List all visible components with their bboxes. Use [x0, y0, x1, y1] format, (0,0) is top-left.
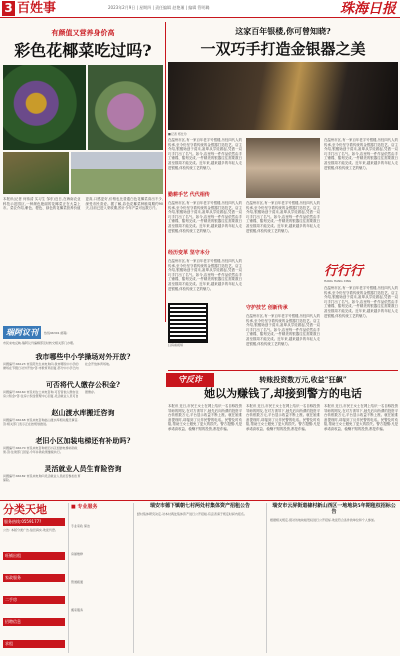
center-byline: ■记者 郑仕玲 — [168, 132, 187, 136]
qa-question: 老旧小区加装电梯还有补助吗? — [35, 436, 131, 445]
ad-column-item: 管道疏通 — [71, 580, 84, 584]
masthead — [0, 0, 400, 18]
craft-photo — [246, 138, 320, 198]
bottom-divider — [0, 500, 400, 501]
center-headline: 一双巧手打造金银器之美 — [200, 40, 366, 58]
qa-section — [3, 326, 163, 498]
ad-column-item: 专业家政 保洁 — [71, 524, 90, 528]
qa-banner: 瑞阿议刊 — [3, 326, 41, 339]
qa-question: 我市哪些中小学操场对外开放? — [35, 352, 131, 361]
notice-2 — [266, 503, 398, 653]
fraud-headline: 她以为赚钱了,却接到警方的电话 — [204, 387, 362, 400]
ad-column-item: 房屋维修 — [71, 552, 84, 556]
center-body-col1c: 在温州市区,有一家百年老字号银楼,历经四代人的传承,至今仍坚守着传统的金银器打造技艺。店主介绍,银楼始创于清末,祖辈从学徒做起,凭借一双巧手打出了名气。如今,店里每一件作品依然由手工锤揲、錾刻完成,一件精美的银器往往需要数日甚至数周才能完成。近年来,越来越多的年轻人走进银楼,体验传统工艺的魅力。 — [168, 259, 242, 291]
qr-code[interactable] — [168, 303, 208, 343]
editor-2: 编辑 管明璐 — [188, 5, 210, 10]
qa-answer: 问题编号:66182 市民来电询问灵活就业人员能否参加生育保险。 — [3, 474, 81, 482]
photo-colored-cauliflower — [3, 65, 86, 150]
center-body-col2b: 在温州市区,有一家百年老字号银楼,历经四代人的传承,至今仍坚守着传统的金银器打造技艺。店主介绍,银楼始创于清末,祖辈从学徒做起,凭借一双巧手打出了名气。如今,店里每一件作品依然由手工锤揲、錾刻完成,一件精美的银器往往需要数日甚至数周才能完成。近年来,越来越多的年轻人走进银楼,体验传统工艺的魅力。 — [246, 314, 320, 346]
classified-notice: 公告: 本版分类广告,信息真实,欢迎刊登。 — [3, 528, 58, 532]
classified-title: 分类天地 — [3, 503, 47, 516]
photo-farmer — [3, 152, 69, 194]
fraud-body-1: 本报讯 近日,市民王女士在网上结识一名自称投资导师的网友,在对方诱导下,她先后向所谓的投资平台转账数万元,平台显示收益不断上涨。就在她准备提现时,却接到了反诈民警的电话。民警及时劝阻,帮助王女士避免了更大的损失。警方提醒:凡是承诺高收益、稳赚不赔的投资,都是诈骗。 — [168, 404, 242, 431]
qa-item-3 — [3, 436, 163, 462]
qa-answer: 问题编号:66170 市民来电咨询老旧小区加装电梯补助政策,答:住建部门回复,今年补助政策继续执行。 — [3, 446, 78, 454]
jewelry-photo — [168, 62, 398, 130]
qa-item-0 — [3, 352, 163, 378]
left-kicker: 有颜值又营养身价高 — [51, 29, 115, 37]
notice-1-body: 经村集体研究决定,对本村两处集体资产进行公开招租,有意者请于规定时间内报名。 — [137, 512, 247, 516]
classified-list — [3, 552, 65, 648]
issue-weekday: 星期四 — [139, 5, 152, 10]
photo-harvest — [71, 152, 163, 194]
notice-1 — [133, 503, 263, 653]
subhead-2: 经历变革 坚守本分 — [168, 250, 210, 256]
qa-answer: 问题编号:66160 市民刘女士来电咨询,可否替他人缴存住房公积金?答:住房公积金管理中心回复,灵活就业人员可自愿缴存。 — [3, 390, 98, 398]
issue-info: 2023年2月9日 | 星期四 | 责任编辑 赵艳瑾 | 编辑 管明璐 — [108, 5, 210, 10]
qa-item-1 — [3, 380, 163, 406]
center-story — [168, 22, 398, 367]
fraud-kicker: 转账投资数万元,收益“狂飙” — [259, 375, 347, 384]
fanzha-badge: 守反诈 — [166, 373, 214, 387]
section-title: 百姓事 — [17, 1, 57, 16]
ad-column — [68, 503, 130, 653]
qa-hotline: 热线96301 邮箱: — [44, 330, 68, 335]
editor-1: 责任编辑 赵艳瑾 — [155, 5, 185, 10]
photo-strip — [3, 152, 163, 194]
qa-answer: 问题编号:66123 市民陈先生来电询问,我市哪些中小学的操场在节假日对外开放?答:市教育局回复,部分中小学已向社会开放体育场地。 — [3, 362, 113, 370]
left-story — [3, 22, 163, 322]
center-body-col2: 在温州市区,有一家百年老字号银楼,历经四代人的传承,至今仍坚守着传统的金银器打造技艺。店主介绍,银楼始创于清末,祖辈从学徒做起,凭借一双巧手打出了名气。如今,店里每一件作品依然由手工锤揲、錾刻完成,一件精美的银器往往需要数日甚至数周才能完成。近年来,越来越多的年轻人走进银楼,体验传统工艺的魅力。 — [246, 201, 320, 233]
center-kicker: 这家百年银楼,你可曾知晓? — [235, 26, 331, 36]
fraud-body-3: 本报讯 近日,市民王女士在网上结识一名自称投资导师的网友,在对方诱导下,她先后向所谓的投资平台转账数万元,平台显示收益不断上涨。就在她准备提现时,却接到了反诈民警的电话。民警及时劝阻,帮助王女士避免了更大的损失。警方提醒:凡是承诺高收益、稳赚不赔的投资,都是诈骗。 — [324, 404, 398, 431]
photo-purple-cauliflower — [88, 65, 163, 150]
center-body-col3: 在温州市区,有一家百年老字号银楼,历经四代人的传承,至今仍坚守着传统的金银器打造技艺。店主介绍,银楼始创于清末,祖辈从学徒做起,凭借一双巧手打出了名气。如今,店里每一件作品依然由手工锤揲、錾刻完成,一件精美的银器往往需要数日甚至数周才能完成。近年来,越来越多的年轻人走进银楼,体验传统工艺的魅力。 — [324, 138, 398, 170]
vegetable-photo — [3, 65, 163, 150]
left-divider — [165, 22, 166, 322]
notice-1-title: 瑞安市德下镇朝七村两处村集体资产招租公告 — [149, 503, 250, 509]
ad-column-item: 搬家服务 — [71, 608, 84, 612]
classified-item: 二手房 — [3, 596, 65, 604]
fraud-story — [168, 370, 398, 498]
classified-section — [3, 503, 65, 653]
notice-2-title: 瑞安市云屏街道棣村新山西区一地地块5年期租权招标公告 — [272, 503, 396, 515]
classified-item: 旺铺出租 — [3, 552, 65, 560]
qr-caption: 扫码看视频 — [168, 343, 184, 347]
qa-item-2 — [3, 408, 163, 434]
issue-date: 2023年2月9日 — [108, 5, 136, 10]
qa-note: 市民来电反映,瑞阿议刊编辑部及时转交相关部门办理。 — [3, 341, 76, 345]
hanghang-sub: HANG HANG XING — [324, 279, 352, 283]
qa-item-4 — [3, 464, 163, 486]
page-number: 3 — [2, 1, 15, 16]
center-body-col1b: 在温州市区,有一家百年老字号银楼,历经四代人的传承,至今仍坚守着传统的金银器打造技艺。店主介绍,银楼始创于清末,祖辈从学徒做起,凭借一双巧手打出了名气。如今,店里每一件作品依然由手工锤揲、錾刻完成,一件精美的银器往往需要数日甚至数周才能完成。近年来,越来越多的年轻人走进银楼,体验传统工艺的魅力。 — [168, 201, 242, 233]
center-body-col1: 在温州市区,有一家百年老字号银楼,历经四代人的传承,至今仍坚守着传统的金银器打造技艺。店主介绍,银楼始创于清末,祖辈从学徒做起,凭借一双巧手打出了名气。如今,店里每一件作品依然由手工锤揲、錾刻完成,一件精美的银器往往需要数日甚至数周才能完成。近年来,越来越多的年轻人走进银楼,体验传统工艺的魅力。 — [168, 138, 242, 170]
classified-item: 求租 — [3, 640, 65, 648]
classified-hotline: 服务热线:0559177? — [3, 518, 65, 526]
qa-question: 赵山渡水库搬迁咨询 — [51, 408, 115, 417]
subhead-3: 守护技艺 创新传承 — [246, 305, 288, 311]
left-headline: 彩色花椰菜吃过吗? — [14, 41, 152, 60]
hanghang-logo: 行行行 — [324, 264, 364, 279]
qa-question: 可否将代人缴存公积金? — [45, 380, 121, 389]
fraud-body-2: 本报讯 近日,市民王女士在网上结识一名自称投资导师的网友,在对方诱导下,她先后向所谓的投资平台转账数万元,平台显示收益不断上涨。就在她准备提现时,却接到了反诈民警的电话。民警及时劝阻,帮助王女士避免了更大的损失。警方提醒:凡是承诺高收益、稳赚不赔的投资,都是诈骗。 — [246, 404, 320, 431]
classified-item: 家政服务 — [3, 574, 65, 582]
center-body-col3b: 在温州市区,有一家百年老字号银楼,历经四代人的传承,至今仍坚守着传统的金银器打造技艺。店主介绍,银楼始创于清末,祖辈从学徒做起,凭借一双巧手打出了名气。如今,店里每一件作品依然由手工锤揲、錾刻完成,一件精美的银器往往需要数日甚至数周才能完成。近年来,越来越多的年轻人走进银楼,体验传统工艺的魅力。 — [324, 286, 398, 318]
qa-answer: 问题编号:66168 市民来电咨询赵山渡水库相关搬迁事宜,答:相关部门表示正在按规划推进。 — [3, 418, 79, 426]
paper-name: 珠海日报 — [340, 1, 396, 17]
subhead-1: 勤耕手艺 代代相传 — [168, 192, 210, 198]
qa-question: 灵活就业人员生育险咨询 — [44, 464, 122, 473]
notice-2-body: 根据相关规定,现对该地块租赁权进行公开招标,欢迎符合条件的单位和个人参加。 — [270, 518, 377, 522]
left-body: 本报讯(记者 何伟清 实习生 邹东)近日,在海南农业科技示范园区,一种颜色艳丽的花椰菜正在大量上市。菜农介绍,紫色、橙色、绿色的花椰菜营养价值更高,口感更好,价格也比普通白色花椰菜高出不少,深受市民喜爱。据了解,彩色花椰菜种植周期约90天,目前已进入采收期,预计今年产量可达数万斤。 — [3, 197, 163, 211]
classified-item: 招聘信息 — [3, 618, 65, 626]
ad-column-title: ■ 专业服务 — [71, 504, 98, 510]
